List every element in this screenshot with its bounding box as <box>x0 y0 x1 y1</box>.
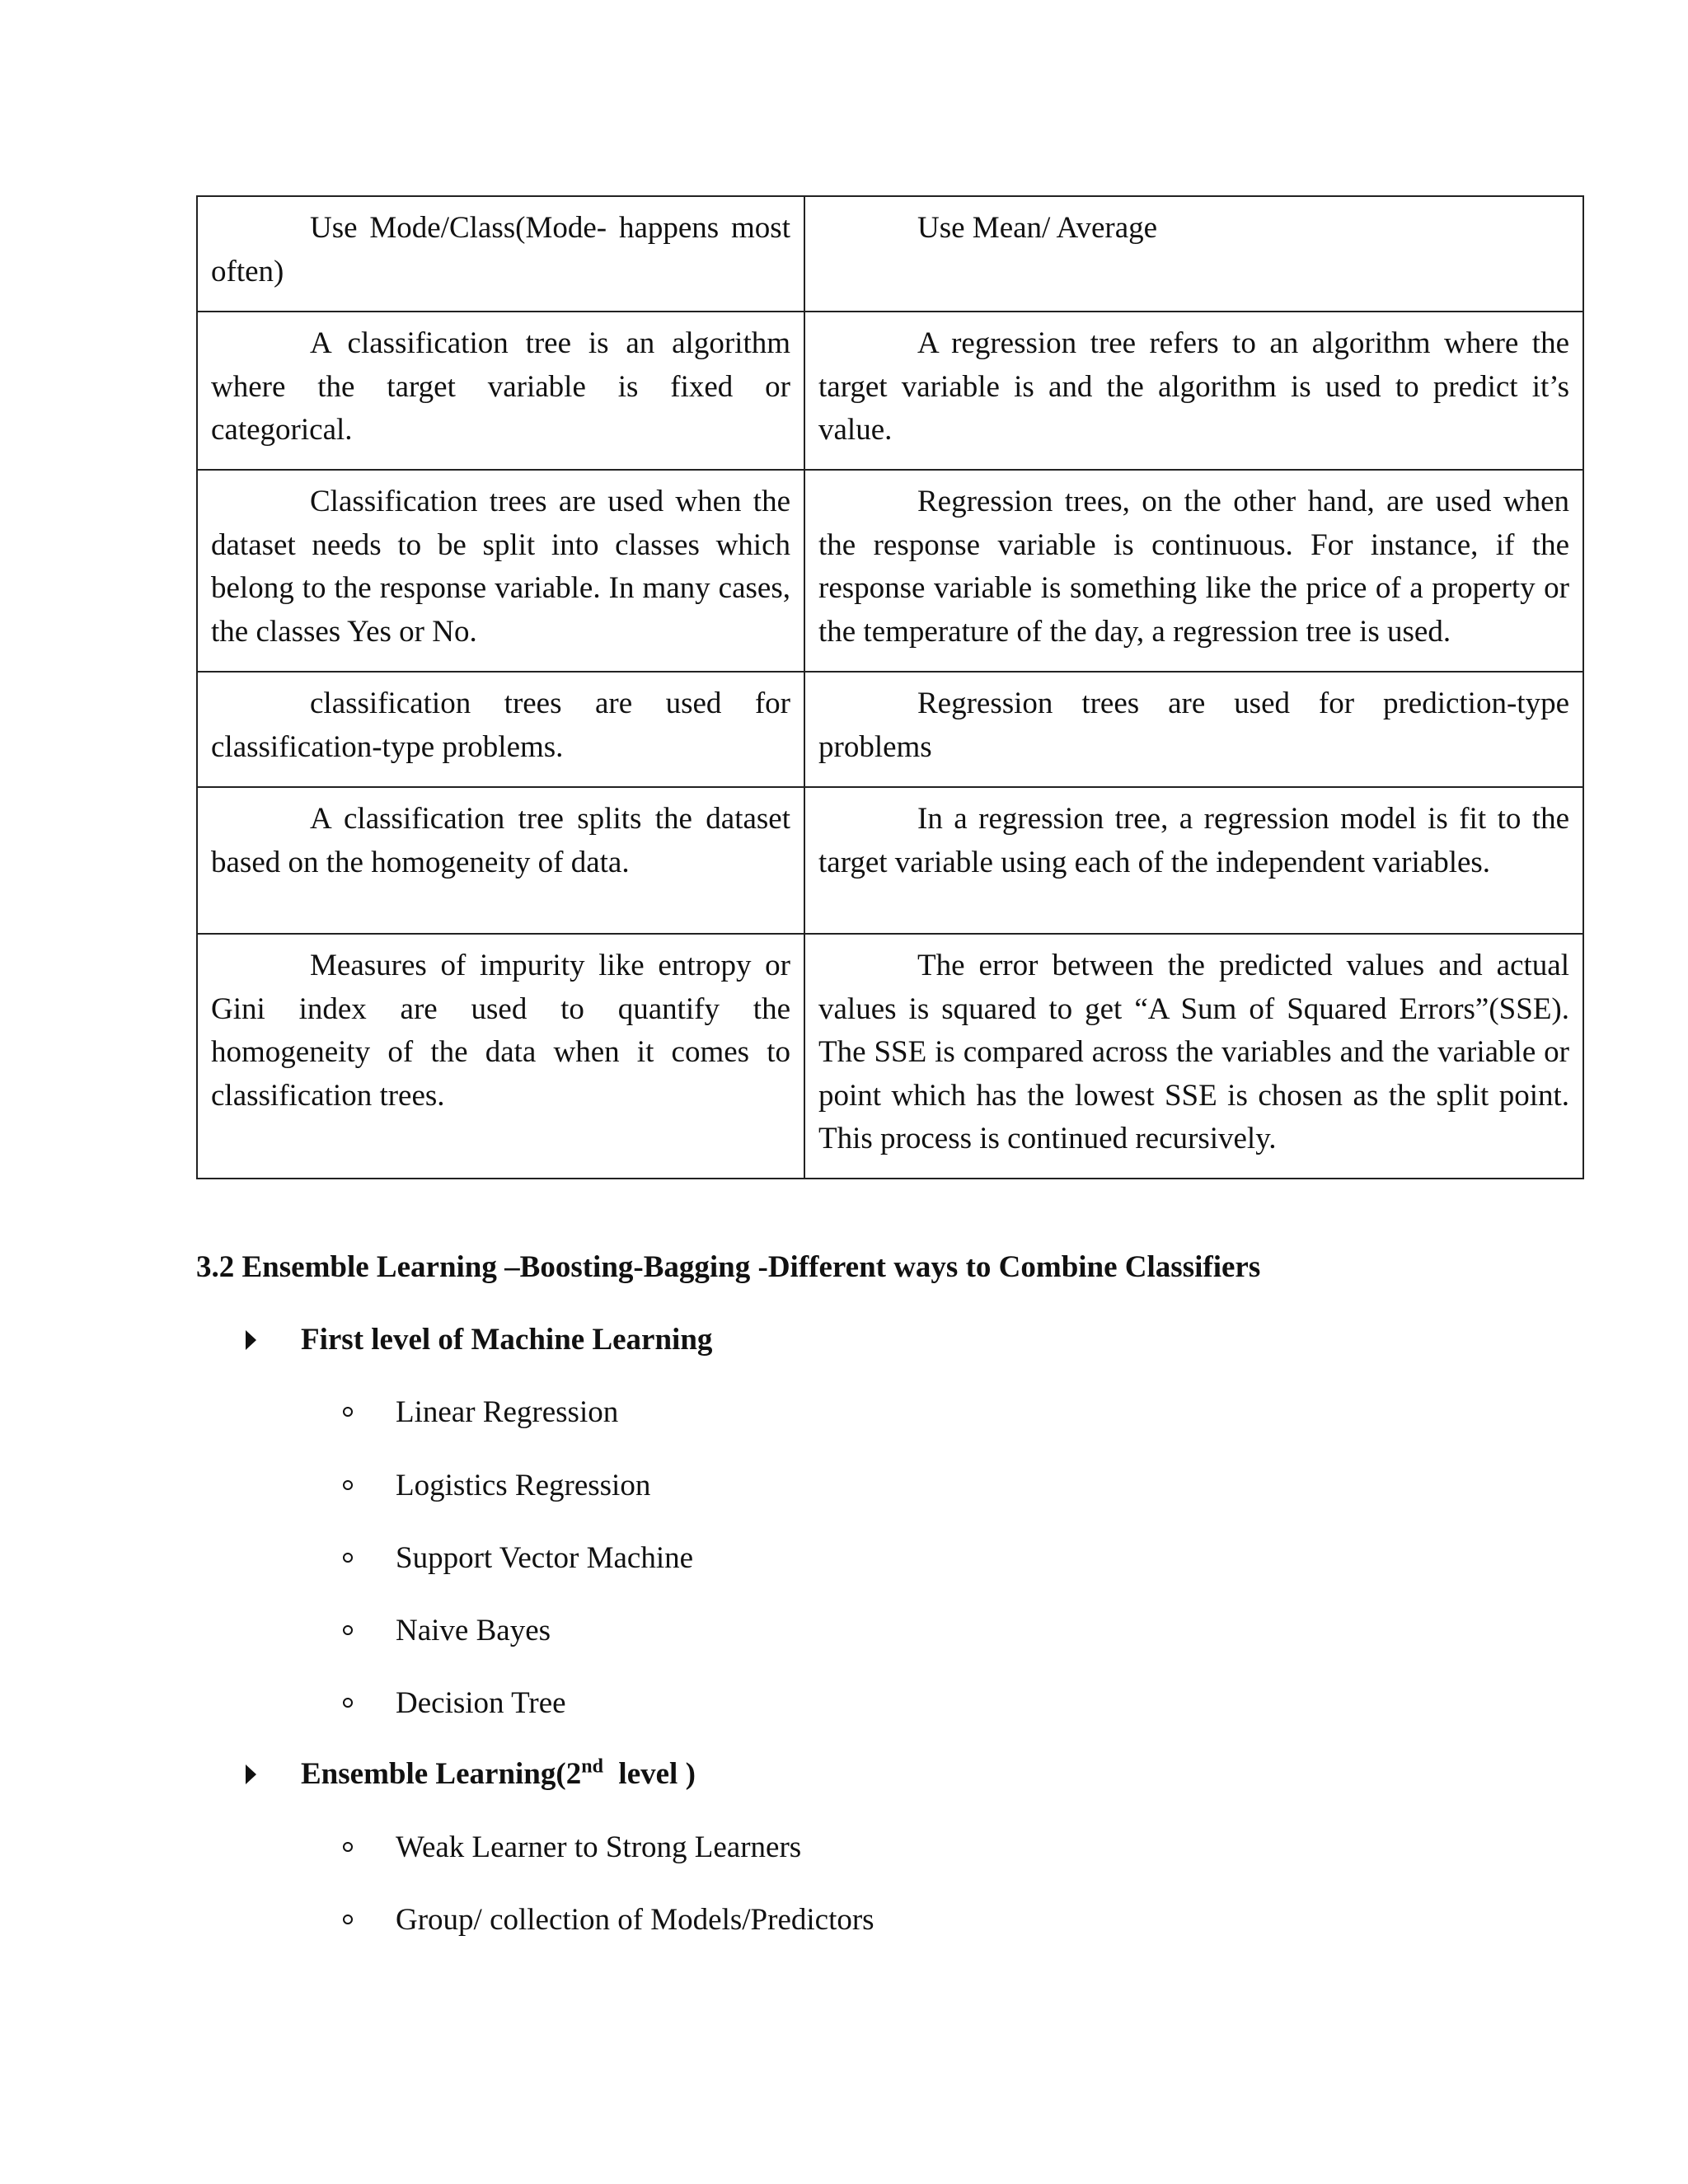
table-row <box>197 672 1583 787</box>
regression-cell: Regression trees are used for prediction-type problems <box>804 672 1583 787</box>
list-item-label: Naive Bayes <box>396 1614 551 1647</box>
list-item <box>343 1682 566 1725</box>
classification-cell: Measures of impurity like entropy or Gini index are used to quantify the homogeneity of the data when it comes to classification trees. <box>197 934 804 1179</box>
classification-cell: A classification tree splits the dataset based on the homogeneity of data. <box>197 787 804 934</box>
ordinal-superscript: nd <box>581 1755 603 1778</box>
classification-cell: Use Mode/Class(Mode- happens most often) <box>197 196 804 312</box>
table-row <box>197 196 1583 312</box>
list-item <box>343 1465 650 1507</box>
regression-cell: In a regression tree, a regression model is fit to the target variable using each of the independent variables. <box>804 787 1583 934</box>
list-heading-suffix: level ) <box>603 1757 696 1791</box>
table-row <box>197 312 1583 470</box>
hollow-circle-icon <box>343 1915 353 1924</box>
hollow-circle-icon <box>343 1625 353 1635</box>
comparison-table <box>196 195 1584 1179</box>
list-item-label: Linear Regression <box>396 1395 619 1429</box>
list-item-label: Decision Tree <box>396 1686 566 1720</box>
regression-cell: Regression trees, on the other hand, are used when the response variable is continuous. For instance, if the response variable is something like the price of a property or the temperature of the day, a regression tree is used. <box>804 470 1583 672</box>
hollow-circle-icon <box>343 1407 353 1417</box>
hollow-circle-icon <box>343 1480 353 1490</box>
section-heading: 3.2 Ensemble Learning –Boosting-Bagging -Different ways to Combine Classifiers <box>196 1250 1261 1284</box>
classification-cell: A classification tree is an algorithm where the target variable is fixed or categorical. <box>197 312 804 470</box>
list-heading-first-level <box>246 1319 712 1361</box>
classification-cell: classification trees are used for classification-type problems. <box>197 672 804 787</box>
list-item <box>343 1391 618 1434</box>
hollow-circle-icon <box>343 1553 353 1563</box>
classification-cell: Classification trees are used when the dataset needs to be split into classes which belong to the response variable. In many cases, the classes Yes or No. <box>197 470 804 672</box>
table-row <box>197 787 1583 934</box>
list-item <box>343 1610 551 1652</box>
list-item <box>343 1899 874 1942</box>
list-item-label: Support Vector Machine <box>396 1541 694 1575</box>
list-heading-label: Ensemble Learning(2 <box>301 1757 582 1791</box>
list-item-label: Logistics Regression <box>396 1469 651 1502</box>
regression-cell: The error between the predicted values and actual values is squared to get “A Sum of Squared Errors”(SSE). The SSE is compared across the variables and the variable or point which has the lowest SSE is chosen as the split point. This process is continued recursively. <box>804 934 1583 1179</box>
list-item <box>343 1537 693 1580</box>
list-heading-label: First level of Machine Learning <box>301 1323 713 1357</box>
list-item-label: Group/ collection of Models/Predictors <box>396 1903 874 1937</box>
right-triangle-icon <box>246 1765 256 1784</box>
table-row <box>197 470 1583 672</box>
regression-cell: Use Mean/ Average <box>804 196 1583 312</box>
regression-cell: A regression tree refers to an algorithm where the target variable is and the algorithm is used to predict it’s value. <box>804 312 1583 470</box>
list-item <box>343 1826 801 1869</box>
list-heading-ensemble-learning <box>246 1753 696 1796</box>
list-item-label: Weak Learner to Strong Learners <box>396 1830 802 1864</box>
hollow-circle-icon <box>343 1842 353 1852</box>
hollow-circle-icon <box>343 1698 353 1708</box>
table-row <box>197 934 1583 1179</box>
right-triangle-icon <box>246 1330 256 1350</box>
